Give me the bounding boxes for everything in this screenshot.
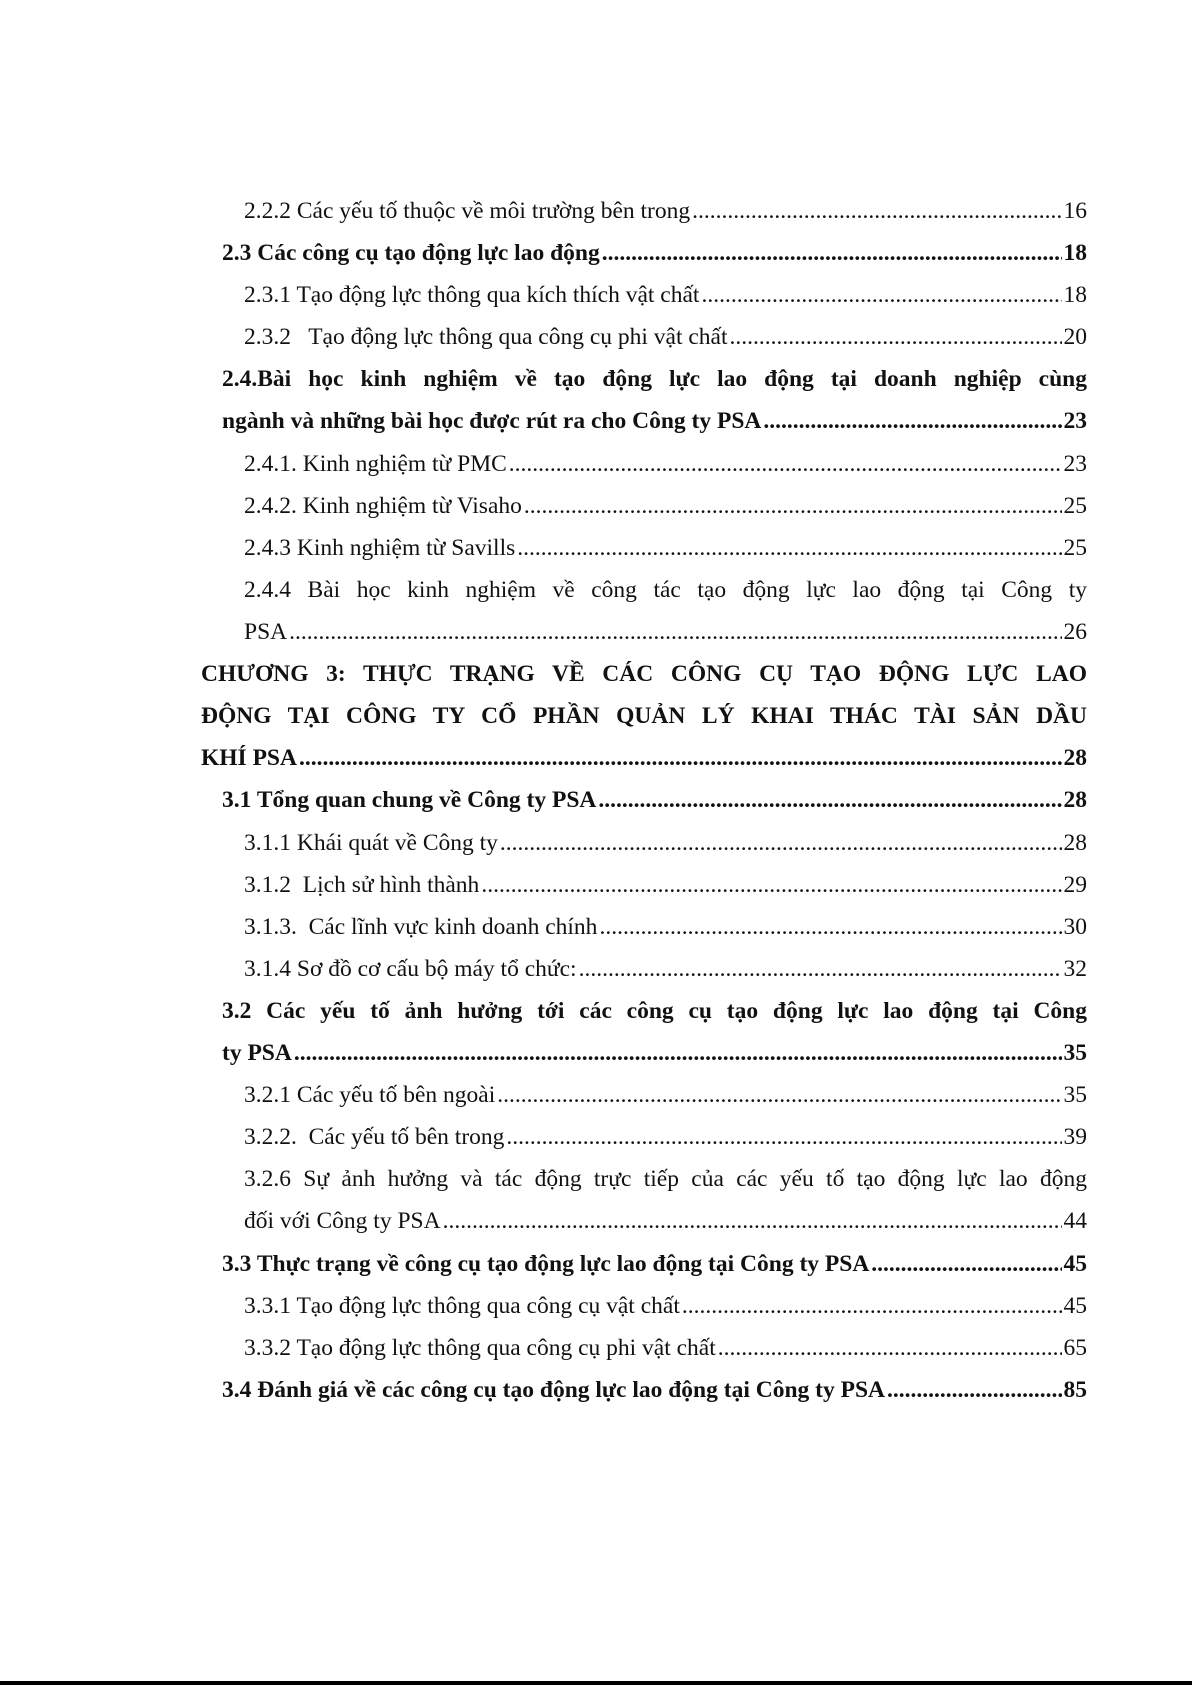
toc-leader-dots [509,442,1062,487]
toc-entry[interactable] [244,568,1087,652]
toc-leader-dots [599,905,1061,950]
toc-leader-dots [887,1368,1062,1413]
toc-page-number: 18 [1063,240,1087,267]
toc-entry[interactable] [222,231,1087,273]
toc-page-number: 28 [1063,745,1087,772]
toc-page-number: 18 [1063,282,1087,309]
toc-page-number: 26 [1063,618,1087,645]
toc-leader-dots [524,484,1062,529]
toc-leader-dots [506,1115,1061,1160]
toc-entry[interactable] [244,1284,1087,1326]
toc-entry-title-line: 2.4.4 Bài học kinh nghiệm về công tác tạo động lực lao động tại Công ty [244,576,1087,603]
toc-entry[interactable] [222,357,1087,441]
toc-leader-dots [763,399,1061,444]
toc-entry[interactable] [222,1242,1087,1284]
toc-entry-title: 3.4 Đánh giá về các công cụ tạo động lực lao động tại Công ty PSA [222,1376,885,1403]
toc-leader-dots [692,189,1061,234]
toc-page-number: 35 [1063,1039,1087,1066]
toc-entry[interactable] [222,778,1087,820]
toc-entry-title: 3.1.1 Khái quát về Công ty [244,829,498,856]
toc-entry-title: 3.3.2 Tạo động lực thông qua công cụ phi vật chất [244,1334,716,1361]
toc-entry-title: 3.3 Thực trạng về công cụ tạo động lực lao động tại Công ty PSA [222,1250,870,1277]
toc-entry[interactable] [244,1157,1087,1241]
toc-leader-dots [500,821,1062,866]
toc-entry[interactable] [244,863,1087,905]
toc-page-number: 28 [1063,787,1087,814]
toc-leader-dots [497,1073,1061,1118]
toc-leader-dots [294,1031,1062,1076]
toc-entry[interactable] [244,484,1087,526]
toc-leader-dots [682,1284,1062,1329]
toc-entry[interactable] [244,273,1087,315]
toc-page-number: 28 [1063,829,1087,856]
toc-leader-dots [579,947,1062,992]
toc-entry[interactable] [244,1115,1087,1157]
toc-entry[interactable] [244,1326,1087,1368]
toc-entry-title: 2.4.1. Kinh nghiệm từ PMC [244,450,507,477]
toc-entry-title: 3.2.1 Các yếu tố bên ngoài [244,1082,496,1109]
toc-entry[interactable] [244,1073,1087,1115]
toc-entry-title: 2.4.2. Kinh nghiệm từ Visaho [244,492,522,519]
page-bottom-border [0,1681,1192,1685]
toc-page-number: 29 [1063,871,1087,898]
toc-entry-title: 2.3 Các công cụ tạo động lực lao động [222,240,600,267]
toc-page-number: 23 [1063,408,1087,435]
toc-leader-dots [289,610,1061,655]
toc-entry-title: KHÍ PSA [201,745,297,772]
toc-entry-title: 3.1.4 Sơ đồ cơ cấu bộ máy tổ chức: [244,955,577,982]
toc-leader-dots [598,778,1061,823]
toc-entry-title-line: 3.2.6 Sự ảnh hưởng và tác động trực tiếp của các yếu tố tạo động lực lao động [244,1166,1087,1193]
toc-entry[interactable] [222,989,1087,1073]
toc-page-number: 16 [1063,198,1087,224]
toc-entry-title: 3.2.2. Các yếu tố bên trong [244,1124,505,1151]
toc-entry[interactable] [244,315,1087,357]
toc-entry-title: PSA [244,618,288,645]
toc-entry[interactable] [244,821,1087,863]
toc-entry-title: 3.1 Tổng quan chung về Công ty PSA [222,787,597,814]
toc-leader-dots [299,736,1062,781]
toc-entry-title: 3.3.1 Tạo động lực thông qua công cụ vật chất [244,1292,680,1319]
toc-page-number: 45 [1063,1250,1087,1277]
toc-page-number: 39 [1063,1124,1087,1151]
toc-page-number: 25 [1063,534,1087,561]
toc-leader-dots [718,1326,1062,1371]
toc-entry[interactable] [244,442,1087,484]
toc-entry-title-line: CHƯƠNG 3: THỰC TRẠNG VỀ CÁC CÔNG CỤ TẠO ĐỘNG LỰC LAO [201,661,1087,688]
toc-page-number: 25 [1063,492,1087,519]
toc-entry-title: 2.3.2 Tạo động lực thông qua công cụ phi vật chất [244,324,728,351]
toc-leader-dots [602,231,1062,276]
toc-page-number: 23 [1063,450,1087,477]
toc-entry[interactable] [244,947,1087,989]
toc-entry-title: ty PSA [222,1039,292,1066]
toc-leader-dots [871,1242,1061,1287]
toc-leader-dots [701,273,1061,318]
toc-page-number: 35 [1063,1082,1087,1109]
toc-page-number: 44 [1063,1208,1087,1235]
toc-entry[interactable] [222,1368,1087,1410]
toc-page-number: 30 [1063,913,1087,940]
toc-entry[interactable] [201,652,1087,778]
toc-page-number: 65 [1063,1334,1087,1361]
toc-entry-title-line: 2.4.Bài học kinh nghiệm về tạo động lực lao động tại doanh nghiệp cùng [222,366,1087,393]
toc-leader-dots [443,1199,1062,1244]
toc-leader-dots [517,526,1061,571]
toc-page-number: 85 [1063,1376,1087,1403]
toc-entry[interactable] [244,526,1087,568]
toc-entry-title: 2.3.1 Tạo động lực thông qua kích thích vật chất [244,282,700,309]
toc-entry-title: 2.4.3 Kinh nghiệm từ Savills [244,534,516,561]
toc-page-number: 20 [1063,324,1087,351]
toc-entry-title: 3.1.2 Lịch sử hình thành [244,871,480,898]
toc-page-number: 45 [1063,1292,1087,1319]
toc-entry-title-line: ĐỘNG TẠI CÔNG TY CỔ PHẦN QUẢN LÝ KHAI THÁC TÀI SẢN DẦU [201,703,1087,730]
toc-page-number: 32 [1063,955,1087,982]
toc-entry[interactable] [244,905,1087,947]
toc-entry-title: 3.1.3. Các lĩnh vực kinh doanh chính [244,913,598,940]
toc-entry-title: ngành và những bài học được rút ra cho Công ty PSA [222,408,762,435]
toc-entry-title-line: 3.2 Các yếu tố ảnh hưởng tới các công cụ tạo động lực lao động tại Công [222,997,1087,1024]
toc-entry-title: 2.2.2 Các yếu tố thuộc về môi trường bên trong [244,198,691,224]
toc-leader-dots [730,315,1062,360]
toc-entry[interactable] [244,189,1087,231]
toc-leader-dots [481,863,1061,908]
toc-entry-title: đối với Công ty PSA [244,1208,441,1235]
